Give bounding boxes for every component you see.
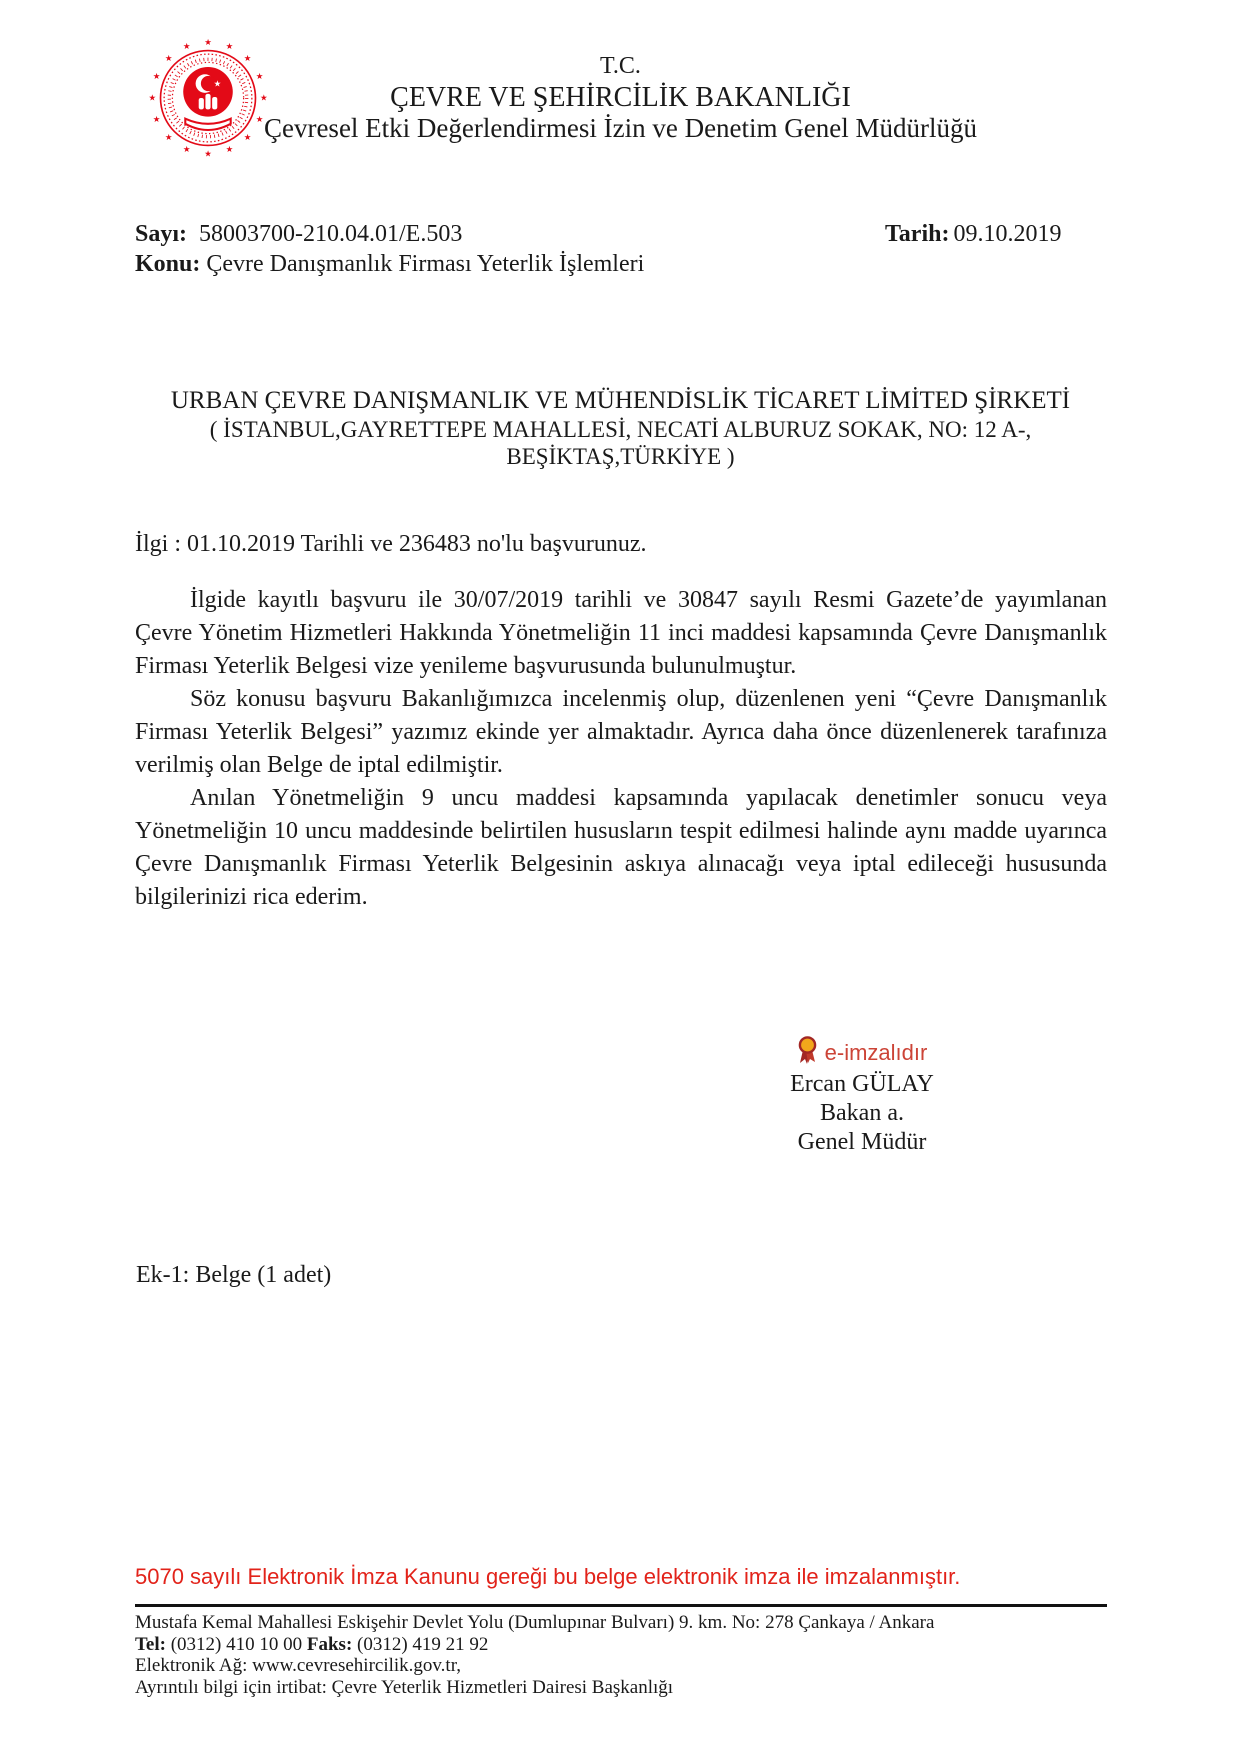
recipient-address-line2: BEŞİKTAŞ,TÜRKİYE ) xyxy=(506,444,735,469)
faks-value: (0312) 419 21 92 xyxy=(357,1633,489,1655)
tel-label: Tel: xyxy=(135,1633,166,1655)
tarih-row xyxy=(885,219,1061,249)
konu-label: Konu: xyxy=(135,251,201,277)
document-meta xyxy=(135,219,1107,279)
attachment-line: Ek-1: Belge (1 adet) xyxy=(136,1262,332,1288)
svg-text:★: ★ xyxy=(152,114,161,124)
signature-block xyxy=(662,1036,1062,1157)
svg-text:★: ★ xyxy=(164,133,173,143)
footer-contact-block xyxy=(135,1612,1107,1698)
body-paragraph-3: Anılan Yönetmeliğin 9 uncu maddesi kapsamında yapılacak denetimler sonucu veya Yönetmeliğin 10 uncu maddesinde belirtilen hususların tespit edilmesi halinde aynı madde uyarınca Çevre Danışmanlık Firması Yeterlik Belgesinin askıya alınacağı veya iptal edileceği hususunda bilgilerinizi rica ederim. xyxy=(135,785,1107,910)
svg-text:★: ★ xyxy=(213,79,221,89)
rosette-seal-icon xyxy=(797,1036,818,1071)
esign-badge xyxy=(662,1036,1062,1070)
recipient-block xyxy=(0,386,1241,470)
svg-text:★: ★ xyxy=(204,149,212,159)
konu-row xyxy=(135,249,1107,279)
svg-text:★: ★ xyxy=(243,54,252,64)
footer-address: Mustafa Kemal Mahallesi Eskişehir Devlet Yolu (Dumlupınar Bulvarı) 9. km. No: 278 Çankaya / Ankara xyxy=(135,1612,935,1633)
faks-label: Faks: xyxy=(306,1633,353,1655)
svg-text:★: ★ xyxy=(152,72,161,82)
signer-title-1: Bakan a. xyxy=(820,1100,904,1126)
svg-text:★: ★ xyxy=(182,42,191,52)
letterhead-ministry: ÇEVRE VE ŞEHİRCİLİK BAKANLIĞI xyxy=(390,82,851,113)
signer-name: Ercan GÜLAY xyxy=(790,1071,934,1097)
footer-phone-row xyxy=(135,1634,1107,1656)
svg-text:★: ★ xyxy=(164,54,173,64)
sayi-label: Sayı: xyxy=(135,221,188,247)
tarih-value: 09.10.2019 xyxy=(953,221,1062,247)
letterhead xyxy=(0,50,1241,144)
svg-text:★: ★ xyxy=(243,133,252,143)
letter-body xyxy=(135,584,1107,914)
sayi-value: 58003700-210.04.01/E.503 xyxy=(199,221,463,247)
svg-text:★: ★ xyxy=(260,93,268,103)
svg-text:★: ★ xyxy=(255,72,264,82)
signer-title-2: Genel Müdür xyxy=(797,1129,927,1155)
svg-text:★: ★ xyxy=(204,37,212,47)
svg-text:★: ★ xyxy=(182,145,191,155)
svg-text:★: ★ xyxy=(255,114,264,124)
esign-law-notice: 5070 sayılı Elektronik İmza Kanunu gereği bu belge elektronik imza ile imzalanmıştır. xyxy=(135,1564,961,1589)
konu-value: Çevre Danışmanlık Firması Yeterlik İşlemleri xyxy=(206,251,645,277)
recipient-name: URBAN ÇEVRE DANIŞMANLIK VE MÜHENDİSLİK TİCARET LİMİTED ŞİRKETİ xyxy=(170,387,1071,414)
body-paragraph-1: İlgide kayıtlı başvuru ile 30/07/2019 tarihli ve 30847 sayılı Resmi Gazete’de yayımlanan Çevre Yönetim Hizmetleri Hakkında Yönetmeliğin 11 inci maddesi kapsamında Çevre Danışmanlık Firması Yeterlik Belgesi vize yenileme başvurusunda bulunulmuştur. xyxy=(135,587,1107,679)
svg-text:★: ★ xyxy=(148,93,156,103)
ministry-seal-icon xyxy=(146,37,270,166)
esign-label: e-imzalıdır xyxy=(824,1040,928,1065)
letterhead-tc: T.C. xyxy=(600,53,641,79)
sayi-row xyxy=(135,219,1107,249)
body-paragraph-2: Söz konusu başvuru Bakanlığımızca incelenmiş olup, düzenlenen yeni “Çevre Danışmanlık Firması Yeterlik Belgesi” yazımız ekinde yer almaktadır. Ayrıca daha önce düzenlenerek tarafınıza verilmiş olan Belge de iptal edilmiştir. xyxy=(135,686,1107,778)
svg-text:★: ★ xyxy=(225,145,234,155)
footer-web-line: Elektronik Ağ: www.cevresehircilik.gov.tr, xyxy=(135,1655,462,1676)
footer-divider xyxy=(135,1604,1107,1607)
reference-line: İlgi : 01.10.2019 Tarihli ve 236483 no'lu başvurunuz. xyxy=(135,531,647,557)
tel-value: (0312) 410 10 00 xyxy=(170,1633,303,1655)
recipient-address-line1: ( İSTANBUL,GAYRETTEPE MAHALLESİ, NECATİ ALBURUZ SOKAK, NO: 12 A-, xyxy=(209,417,1032,442)
tarih-label: Tarih: xyxy=(885,221,950,247)
letterhead-directorate: Çevresel Etki Değerlendirmesi İzin ve Denetim Genel Müdürlüğü xyxy=(263,113,978,143)
footer-contact-line: Ayrıntılı bilgi için irtibat: Çevre Yeterlik Hizmetleri Dairesi Başkanlığı xyxy=(135,1676,674,1698)
svg-text:★: ★ xyxy=(225,42,234,52)
